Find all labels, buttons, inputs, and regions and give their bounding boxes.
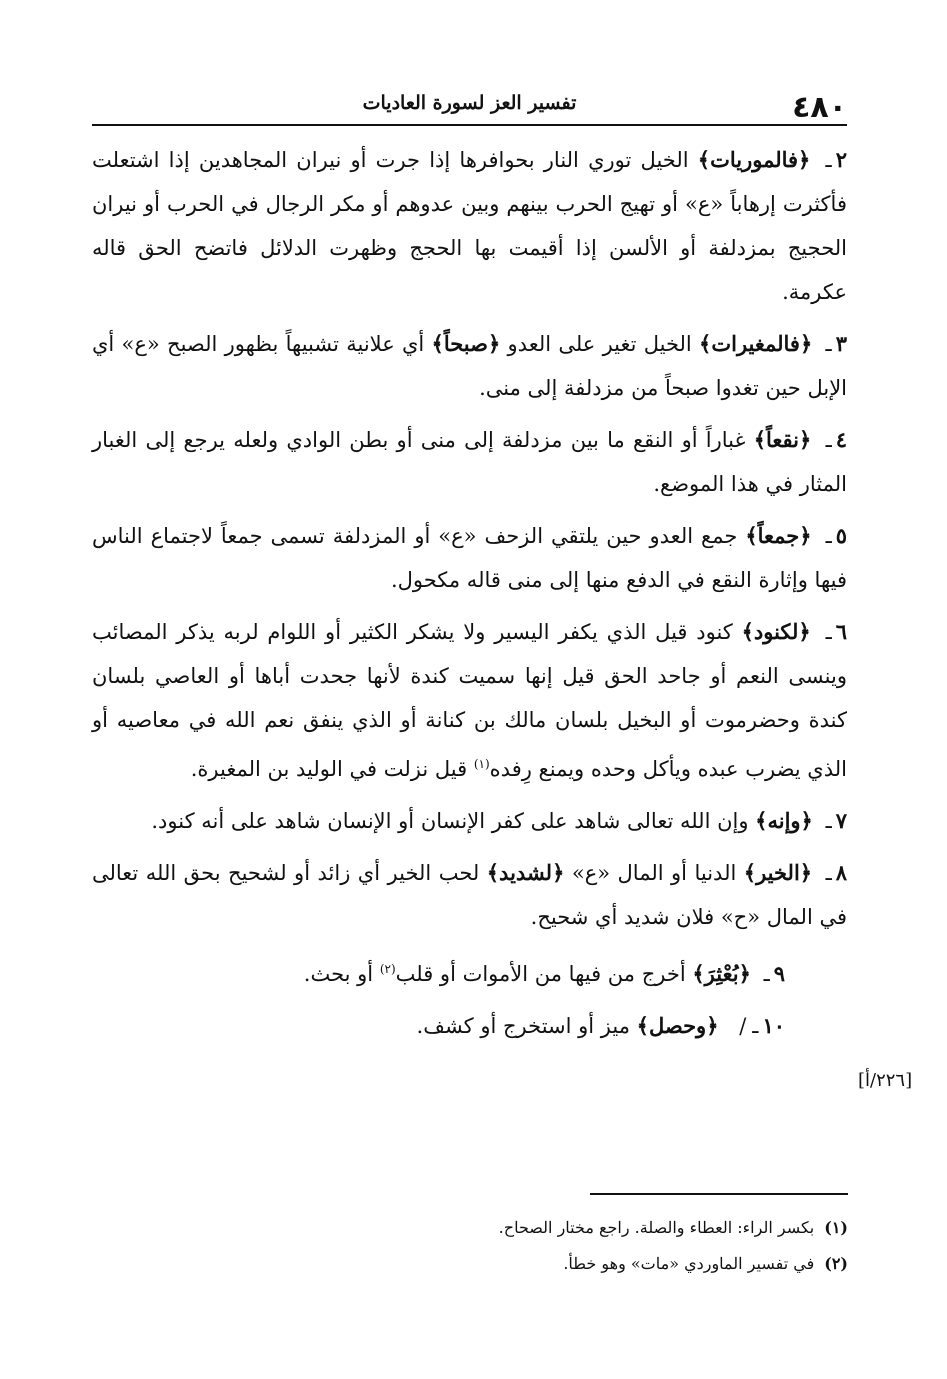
verse-number: ٧: [835, 808, 847, 833]
commentary-body: [92, 138, 847, 1056]
commentary-text: الخيل توري النار بحوافرها إذا جرت أو نيران المجاهدين إذا اشتعلت فأكثرت إرهاباً «ع» أو تهيج الحرب بينهم وبين عدوهم أو مكر الرجال في الحرب أو نيران الحجيج بمزدلفة أو الألسن إذا أقيمت بها الحجج وظهرت الدلائل فاتضح الحق قاله عكرمة.: [92, 148, 847, 304]
commentary-text: لحب الخير أي زائد أو لشحيح بحق الله تعالى في المال «ح» فلان شديد أي شحيح.: [92, 861, 847, 929]
quran-term: ﴿لكنود﴾: [741, 619, 811, 644]
quran-term: ﴿فالمغيرات﴾: [699, 331, 813, 356]
footnote-number: (٢): [824, 1254, 848, 1273]
quran-term: ﴿وإنه﴾: [755, 808, 813, 833]
verse-number: ١٠: [762, 1013, 785, 1038]
footnote-text: في تفسير الماوردي «مات» وهو خطأ.: [563, 1254, 815, 1273]
header-rule: [92, 124, 847, 126]
footnote-reference: (٢): [379, 962, 396, 976]
quran-term: ﴿وحصل﴾: [636, 1013, 719, 1038]
verse-number: ٦: [835, 619, 847, 644]
quran-term: ﴿صبحاً﴾: [431, 331, 501, 356]
footnote-number: (١): [824, 1218, 848, 1237]
quran-term: ﴿الخير﴾: [743, 860, 813, 885]
quran-term: ﴿لشديد﴾: [486, 860, 565, 885]
verse-note-10: ١٠ـ/ ﴿وحصل﴾ ميز أو استخرج أو كشف.: [416, 1013, 785, 1038]
footnotes: [350, 1210, 848, 1282]
verse-note-3: ٣ـ ﴿فالمغيرات﴾ الخيل تغير على العدو ﴿صبحاً﴾ أي علانية تشبيهاً بظهور الصبح «ع» أي الإبل حين تغدوا صبحاً من مزدلفة إلى منى.: [92, 331, 847, 400]
manuscript-folio-reference: [٢٢٦/أ]: [858, 1070, 913, 1091]
commentary-text: جمع العدو حين يلتقي الزحف «ع» أو المزدلفة تسمى جمعاً لاجتماع الناس فيها وإثارة النقع في الدفع منها إلى منى قاله مكحول.: [92, 524, 847, 592]
verse-note-9: ٩ـ ﴿بُعْثِرَ﴾ أخرج من فيها من الأموات أو قلب$^{(٢)}$ أو بحث.: [303, 961, 785, 986]
verse-number: ٨: [835, 860, 847, 885]
page-number: ٤٨٠: [792, 90, 847, 125]
quran-term: ﴿نقعاً﴾: [753, 427, 812, 452]
folio-marker: /: [739, 1014, 747, 1038]
verse-note-7: ٧ـ ﴿وإنه﴾ وإن الله تعالى شاهد على كفر الإنسان أو الإنسان شاهد على أنه كنود.: [151, 808, 847, 833]
verse-number: ٢: [835, 147, 847, 172]
footnote-reference: (١): [473, 757, 490, 771]
verse-note-4: ٤ـ ﴿نقعاً﴾ غباراً أو النقع ما بين مزدلفة إلى منى أو بطن الوادي ولعله يرجع إلى الغبار المثار في هذا الموضع.: [92, 427, 847, 496]
verse-number: ٤: [835, 427, 847, 452]
verse-number: ٩: [773, 961, 785, 986]
running-title: تفسير العز لسورة العاديات: [362, 92, 577, 114]
commentary-text: وإن الله تعالى شاهد على كفر الإنسان أو الإنسان شاهد على أنه كنود.: [151, 809, 756, 833]
quran-term: ﴿بُعْثِرَ﴾: [692, 961, 751, 986]
commentary-text: أو بحث.: [303, 962, 380, 986]
commentary-text: ميز أو استخرج أو كشف.: [416, 1014, 637, 1038]
commentary-text: أي علانية تشبيهاً بظهور الصبح «ع» أي الإبل حين تغدوا صبحاً من مزدلفة إلى منى.: [92, 332, 847, 400]
commentary-text: الخيل تغير على العدو: [500, 332, 700, 356]
footnote-2: [350, 1246, 848, 1282]
page-header: [92, 80, 847, 125]
footnote-rule: [590, 1193, 848, 1195]
commentary-text: قيل نزلت في الوليد بن المغيرة.: [190, 757, 474, 781]
quran-term: ﴿فالموريات﴾: [697, 147, 811, 172]
quran-term: ﴿جمعاً﴾: [745, 523, 812, 548]
verse-note-2: ٢ـ ﴿فالموريات﴾ الخيل توري النار بحوافرها إذا جرت أو نيران المجاهدين إذا اشتعلت فأكثرت إرهاباً «ع» أو تهيج الحرب بينهم وبين عدوهم أو مكر الرجال في الحرب أو نيران الحجيج بمزدلفة أو الألسن إذا أقيمت بها الحجج وظهرت الدلائل فاتضح الحق قاله عكرمة.: [92, 147, 847, 304]
verse-number: ٥: [835, 523, 847, 548]
commentary-text: غباراً أو النقع ما بين مزدلفة إلى منى أو بطن الوادي ولعله يرجع إلى الغبار المثار في هذا الموضع.: [92, 428, 847, 496]
footnote-text: بكسر الراء: العطاء والصلة. راجع مختار الصحاح.: [498, 1218, 815, 1237]
footnote-1: [350, 1210, 848, 1246]
verse-note-6: ٦ـ ﴿لكنود﴾ كنود قيل الذي يكفر اليسير ولا يشكر الكثير أو اللوام لربه يذكر المصائب وينسى النعم أو جاحد الحق قيل إنها سميت كندة لأنها جحدت أباها أو العاصي بلسان كندة وحضرموت أو البخيل بلسان مالك بن كنانة أو الذي ينفق نعم الله في معاصيه أو الذي يضرب عبده ويأكل وحده ويمنع رِفده$^{(١)}$ قيل نزلت في الوليد بن المغيرة.: [92, 619, 847, 781]
verse-note-8: ٨ـ ﴿الخير﴾ الدنيا أو المال «ع» ﴿لشديد﴾ لحب الخير أي زائد أو لشحيح بحق الله تعالى في المال «ح» فلان شديد أي شحيح.: [92, 860, 847, 929]
commentary-text: أخرج من فيها من الأموات أو قلب: [395, 962, 693, 986]
verse-number: ٣: [835, 331, 847, 356]
verse-note-5: ٥ـ ﴿جمعاً﴾ جمع العدو حين يلتقي الزحف «ع» أو المزدلفة تسمى جمعاً لاجتماع الناس فيها وإثارة النقع في الدفع منها إلى منى قاله مكحول.: [92, 523, 847, 592]
commentary-text: كنود قيل الذي يكفر اليسير ولا يشكر الكثير أو اللوام لربه يذكر المصائب وينسى النعم أو جاحد الحق قيل إنها سميت كندة لأنها جحدت أباها أو العاصي بلسان كندة وحضرموت أو البخيل بلسان مالك بن كنانة أو الذي ينفق نعم الله في معاصيه أو الذي يضرب عبده ويأكل وحده ويمنع رِفده: [92, 620, 847, 781]
commentary-text: الدنيا أو المال «ع»: [564, 861, 744, 885]
